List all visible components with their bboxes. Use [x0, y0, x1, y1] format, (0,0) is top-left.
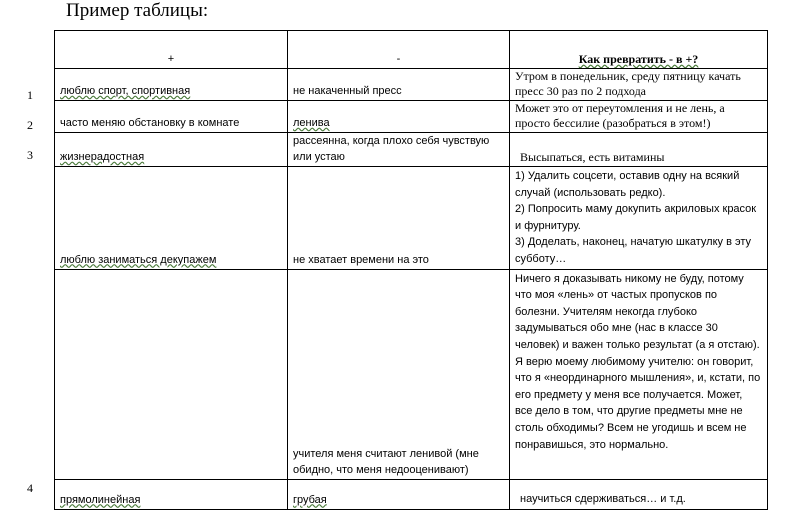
cell-plus: [55, 269, 288, 479]
table-row: [55, 479, 768, 509]
cell-how-to-convert: Может это от переутомления и не лень, а просто бессилие (разобраться в этом!): [510, 101, 768, 133]
table-row: [55, 167, 768, 270]
row-number-3: 3: [27, 148, 33, 162]
example-table: [54, 30, 768, 510]
cell-plus: люблю заниматься декупажем: [55, 167, 288, 270]
cell-plus: часто меняю обстановку в комнате: [55, 101, 288, 133]
table-row: [55, 69, 768, 101]
cell-minus: не накаченный пресс: [288, 69, 510, 101]
page-title: Пример таблицы:: [66, 0, 209, 21]
cell-how-to-convert: Утром в понедельник, среду пятницу качать пресс 30 раз по 2 подхода: [510, 69, 768, 101]
row-number-2: 2: [27, 118, 33, 132]
header-how-to-convert: Как превратить - в +?: [510, 31, 768, 69]
cell-minus: рассеянна, когда плохо себя чувствую или устаю: [288, 133, 510, 167]
header-minus: -: [288, 31, 510, 69]
row-number-4: 4: [27, 481, 33, 495]
header-plus: +: [55, 31, 288, 69]
table-row: [55, 133, 768, 167]
table-row: [55, 101, 768, 133]
cell-plus: жизнерадостная: [55, 133, 288, 167]
table-header-row: [55, 31, 768, 69]
row-number-1: 1: [27, 88, 33, 102]
cell-how-to-convert: Высыпаться, есть витамины: [510, 133, 768, 167]
cell-how-to-convert: 1) Удалить соцсети, оставив одну на всякий случай (использовать редко). 2) Попросить маму докупить акриловых красок и фурнитуру. 3) Доделать, наконец, начатую шкатулку в эту субботу…: [510, 167, 768, 270]
cell-plus: прямолинейная: [55, 479, 288, 509]
cell-how-to-convert: научиться сдерживаться… и т.д.: [510, 479, 768, 509]
table-row: [55, 269, 768, 479]
cell-minus: ленива: [288, 101, 510, 133]
cell-minus: учителя меня считают ленивой (мне обидно, что меня недооценивают): [288, 269, 510, 479]
cell-minus: грубая: [288, 479, 510, 509]
cell-plus: люблю спорт, спортивная: [55, 69, 288, 101]
cell-how-to-convert: Ничего я доказывать никому не буду, потому что моя «лень» от частых пропусков по болезни. Учителям некогда глубоко задумываться обо мне (нас в классе 30 человек) и важен только результат (а я отстаю). Я верю моему любимому учителю: он говорит, что я «неординарного мышления», и, кстати, по его предмету у меня все получается. Может, все дело в том, что другие предметы мне не столь обходимы? Всем не угодишь и всем не понравишься, это нормально.: [510, 269, 768, 479]
cell-minus: не хватает времени на это: [288, 167, 510, 270]
